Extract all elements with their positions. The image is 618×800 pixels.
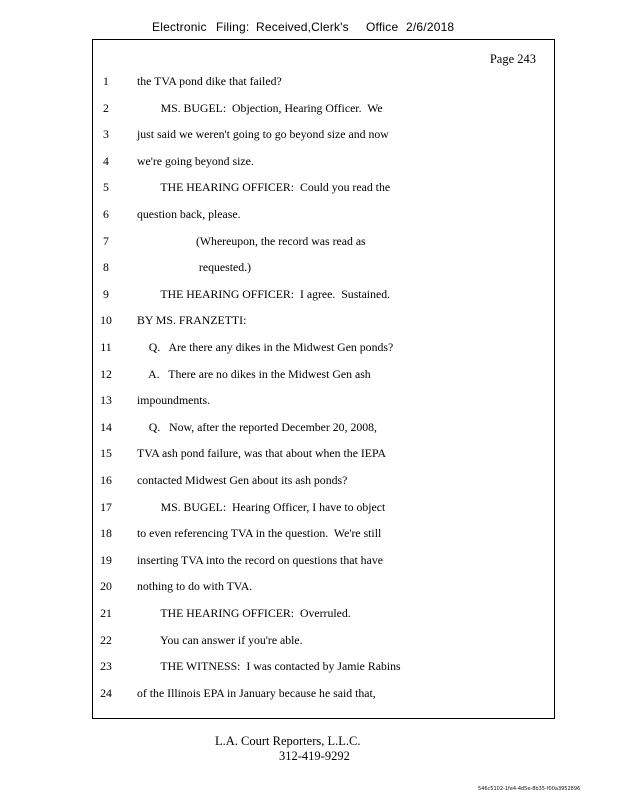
line-text: just said we weren't going to go beyond size and now [137,127,389,142]
transcript-line [0,604,600,622]
transcript-line [0,391,600,409]
transcript-line [0,418,600,436]
line-text: THE HEARING OFFICER: Could you read the [137,180,391,195]
line-number: 10 [100,313,112,328]
line-number: 1 [103,74,109,88]
transcript-line [0,551,600,569]
line-number: 17 [100,499,112,514]
line-number: 4 [103,153,109,168]
line-number: 20 [100,579,112,594]
filing-header-date: 2/6/2018 [406,20,455,34]
transcript-line [0,444,600,462]
filing-header-filing: Filing: [216,20,250,34]
line-number: 24 [100,685,112,700]
line-text: Q. Are there any dikes in the Midwest Gen ponds? [137,340,394,354]
transcript-line [0,524,600,542]
line-text: THE HEARING OFFICER: I agree. Sustained. [137,286,391,301]
transcript-line [0,338,600,356]
line-number: 21 [100,606,112,620]
line-text: (Whereupon, the record was read as [137,233,366,248]
transcript-line [0,657,600,675]
transcript-line [0,577,600,595]
footer-phone: 312-419-9292 [279,749,350,763]
line-number: 18 [100,526,112,541]
line-text: MS. BUGEL: Hearing Officer, I have to object [137,499,386,514]
line-text: TVA ash pond failure, was that about when the IEPA [137,446,387,461]
line-text: BY MS. FRANZETTI: [137,313,247,328]
transcript-line [0,178,600,196]
page-number: Page 243 [489,52,536,66]
line-number: 22 [100,632,112,647]
filing-header-electronic: Electronic [152,20,207,34]
transcript-line [0,125,600,143]
transcript-line [0,471,600,489]
line-text: MS. BUGEL: Objection, Hearing Officer. We [137,100,383,115]
transcript-line [0,498,600,516]
line-number: 9 [103,286,109,301]
transcript-line [0,684,600,702]
line-text: to even referencing TVA in the question. We're still [137,526,382,541]
line-text: the TVA pond dike that failed? [137,74,282,88]
line-number: 23 [100,659,112,674]
line-number: 19 [100,552,112,567]
line-number: 15 [100,446,112,461]
transcript-line [0,232,600,250]
transcript-line [0,152,600,170]
document-id: 546c5102-1fe4-4d5e-8b35-f00a3952896 [478,786,581,792]
transcript-line [0,72,600,90]
line-number: 5 [103,180,109,195]
transcript-line [0,365,600,383]
line-number: 16 [100,473,112,487]
line-number: 11 [100,340,112,354]
transcript-line [0,258,600,276]
line-text: THE WITNESS: I was contacted by Jamie Rabins [137,659,401,674]
transcript-line [0,205,600,223]
filing-header-received: Received,Clerk's [256,20,349,34]
line-number: 13 [100,393,112,408]
line-text: we're going beyond size. [137,153,254,168]
filing-header-office: Office [366,20,399,34]
line-text: requested.) [137,260,252,275]
line-text: nothing to do with TVA. [137,579,253,594]
line-text: THE HEARING OFFICER: Overruled. [137,606,351,620]
line-number: 12 [100,366,112,381]
line-text: inserting TVA into the record on questions that have [137,552,383,567]
footer-company: L.A. Court Reporters, L.L.C. [215,734,361,748]
transcript-line [0,99,600,117]
line-number: 2 [103,100,109,115]
line-number: 8 [103,260,109,275]
line-text: You can answer if you're able. [137,632,303,647]
line-number: 3 [103,127,109,142]
line-text: A. There are no dikes in the Midwest Gen ash [137,366,371,381]
line-text: of the Illinois EPA in January because he said that, [137,685,376,700]
line-text: Q. Now, after the reported December 20, 2008, [137,419,378,434]
line-text: contacted Midwest Gen about its ash ponds? [137,473,348,487]
line-number: 6 [103,207,109,221]
transcript-line [0,285,600,303]
line-text: impoundments. [137,393,211,408]
line-number: 14 [100,419,112,434]
transcript-line [0,311,600,329]
line-number: 7 [103,233,109,248]
line-text: question back, please. [137,207,241,221]
transcript-line [0,631,600,649]
